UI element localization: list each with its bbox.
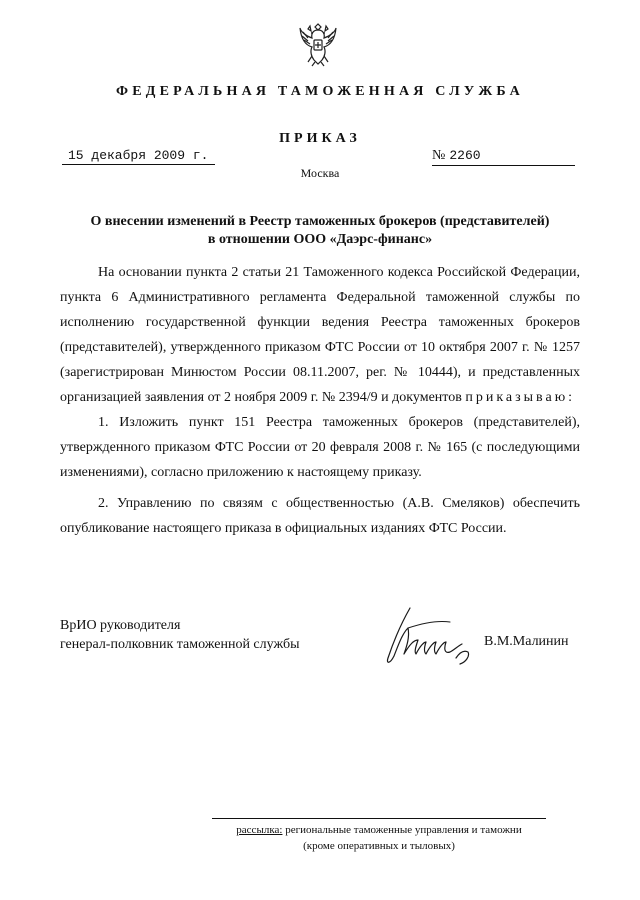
- number-sign: №: [432, 148, 446, 163]
- russian-coat-of-arms-icon: [298, 18, 338, 68]
- signer-position-line-2: генерал-полковник таможенной службы: [60, 637, 300, 652]
- signer-position-line-1: ВрИО руководителя: [60, 618, 181, 633]
- heading-line-2: в отношении ООО «Даэрс-финанс»: [207, 232, 433, 247]
- order-heading: [60, 213, 580, 249]
- order-city: Москва: [300, 166, 340, 180]
- distribution-divider: [212, 818, 546, 819]
- order-title: ПРИКАЗ: [279, 131, 361, 146]
- distribution-line-1: [212, 822, 546, 838]
- handwritten-signature-icon: [380, 600, 490, 672]
- order-item-1: 1. Изложить пункт 151 Реестра таможенных брокеров (представителей), утвержденного приказом ФТС России от 20 февраля 2008 г. № 165 (с последующими изменениями), согласно приложению к настоящему приказу.: [60, 415, 580, 480]
- distribution-label: рассылка:: [236, 824, 283, 836]
- distribution-list: [212, 822, 546, 854]
- preamble-text: На основании пункта 2 статьи 21 Таможенного кодекса Российской Федерации, пункта 6 Административного регламента Федеральной таможенной службы по исполнению государственной функции ведения Реестра таможенных брокеров (представителей), утвержденного приказом ФТС России от 10 октября 2007 г. № 1257 (зарегистрирован Минюстом России 08.11.2007, рег. № 10444), и представленных организацией заявления от 2 ноября 2009 г. № 2394/9 и документов: [60, 265, 580, 405]
- signer-name: В.М.Малинин: [484, 634, 569, 649]
- signer-position: [60, 616, 360, 654]
- order-date: 15 декабря 2009 г.: [62, 148, 215, 165]
- order-number: [432, 148, 575, 166]
- distribution-text: региональные таможенные управления и таможни: [285, 824, 522, 836]
- order-body: [60, 260, 580, 541]
- heading-line-1: О внесении изменений в Реестр таможенных брокеров (представителей): [90, 214, 550, 229]
- order-item-2: 2. Управлению по связям с общественностью (А.В. Смеляков) обеспечить опубликование настоящего приказа в официальных изданиях ФТС России.: [60, 496, 580, 536]
- order-number-value: 2260: [449, 148, 481, 163]
- distribution-line-2: (кроме оперативных и тыловых): [303, 840, 455, 852]
- preamble-paragraph: [60, 260, 580, 410]
- order-word: приказываю:: [465, 390, 576, 405]
- agency-name: ФЕДЕРАЛЬНАЯ ТАМОЖЕННАЯ СЛУЖБА: [116, 84, 524, 99]
